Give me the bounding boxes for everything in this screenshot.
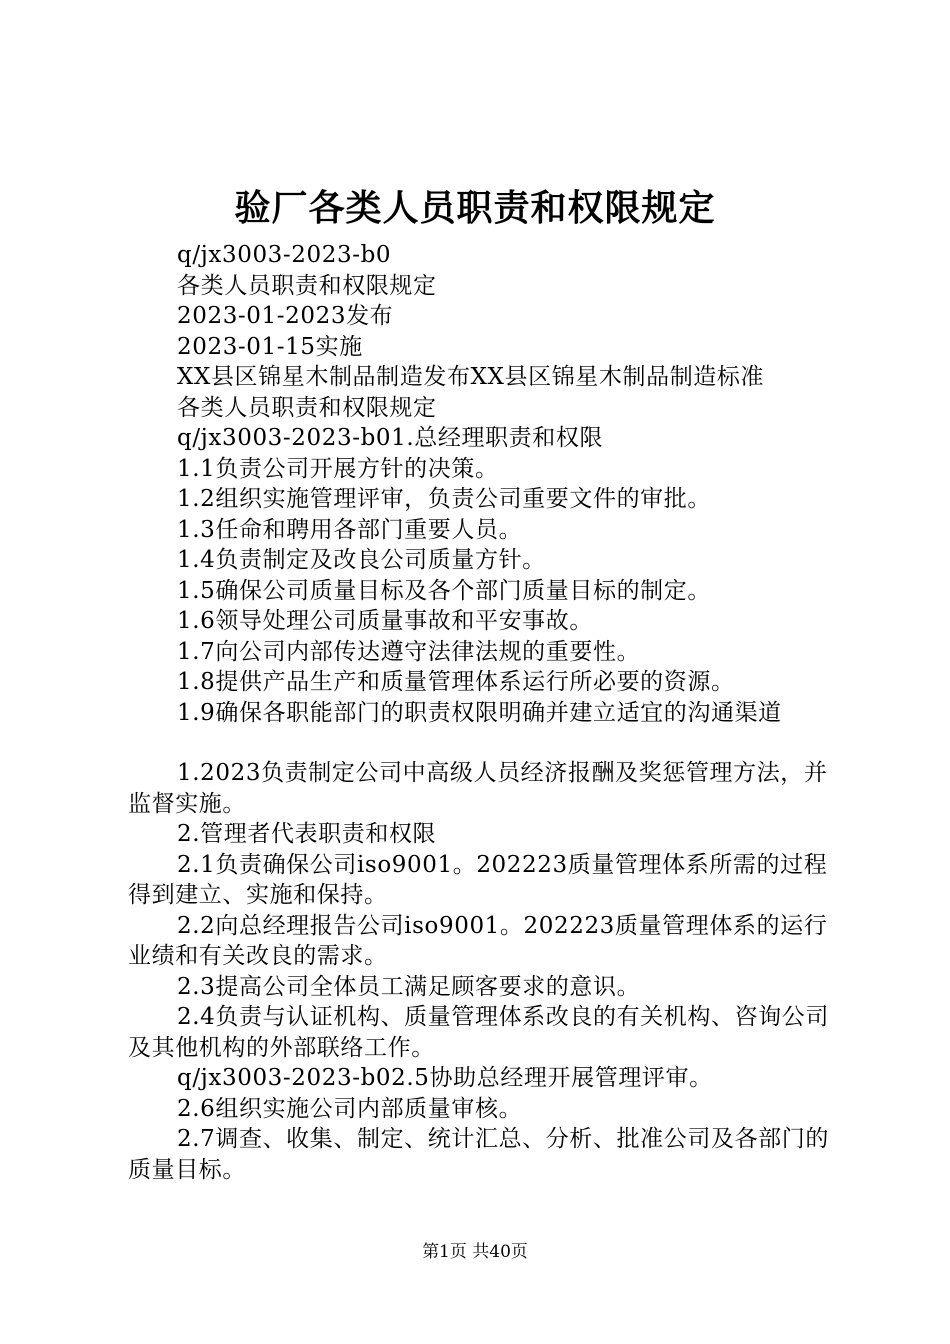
doc-line-subtitle-repeat: 各类人员职责和权限规定	[177, 394, 437, 421]
doc-line-item-1-5: 1.5确保公司质量目标及各个部门质量目标的制定。	[177, 577, 711, 604]
doc-paragraph-item-2-2: 2.2向总经理报告公司iso9001。202223质量管理体系的运行业绩和有关改良的需求。	[128, 912, 828, 969]
paragraph-gap	[128, 728, 836, 758]
doc-paragraph-item-1-10: 1.2023负责制定公司中高级人员经济报酬及奖惩管理方法，并监督实施。	[128, 760, 828, 817]
doc-line-standard-code: q/jx3003-2023-b0	[177, 242, 392, 268]
document-body	[128, 240, 836, 1185]
doc-line-item-1-3: 1.3任命和聘用各部门重要人员。	[177, 516, 523, 543]
doc-paragraph-item-2-5: q/jx3003-2023-b02.5协助总经理开展管理评审。	[177, 1065, 713, 1091]
doc-paragraph-item-2-6: 2.6组织实施公司内部质量审核。	[177, 1095, 523, 1122]
doc-line-publish-date: 2023-01-2023发布	[177, 303, 394, 329]
doc-line-publisher: XX县区锦星木制品制造发布XX县区锦星木制品制造标准	[177, 364, 765, 390]
doc-paragraph-item-2-3: 2.3提高公司全体员工满足顾客要求的意识。	[177, 973, 641, 1000]
doc-paragraph-item-2-1: 2.1负责确保公司iso9001。202223质量管理体系所需的过程得到建立、实施和保持。	[128, 851, 828, 908]
doc-line-item-1-6: 1.6领导处理公司质量事故和平安事故。	[177, 608, 593, 634]
doc-line-item-1-9: 1.9确保各职能部门的职责权限明确并建立适宜的沟通渠道	[177, 699, 782, 726]
doc-line-item-1-8: 1.8提供产品生产和质量管理体系运行所必要的资源。	[177, 669, 735, 695]
doc-paragraph-item-2-7: 2.7调查、收集、制定、统计汇总、分析、批准公司及各部门的质量目标。	[128, 1126, 829, 1183]
page-footer: 第1页 共40页	[422, 1242, 528, 1262]
doc-paragraph-section-2-heading: 2.管理者代表职责和权限	[177, 821, 437, 847]
doc-line-section-1-heading: q/jx3003-2023-b01.总经理职责和权限	[177, 425, 604, 451]
doc-line-item-1-4: 1.4负责制定及改良公司质量方针。	[177, 547, 546, 573]
doc-line-item-1-1: 1.1负责公司开展方针的决策。	[177, 455, 499, 482]
doc-line-subtitle: 各类人员职责和权限规定	[177, 272, 437, 299]
document-title: 验厂各类人员职责和权限规定	[234, 187, 716, 229]
doc-line-item-1-2: 1.2组织实施管理评审，负责公司重要文件的审批。	[177, 486, 711, 512]
doc-line-item-1-7: 1.7向公司内部传达遵守法律法规的重要性。	[177, 638, 641, 665]
doc-paragraph-item-2-4: 2.4负责与认证机构、质量管理体系改良的有关机构、咨询公司及其他机构的外部联络工作。	[128, 1004, 829, 1061]
doc-line-effective-date: 2023-01-15实施	[177, 333, 363, 360]
